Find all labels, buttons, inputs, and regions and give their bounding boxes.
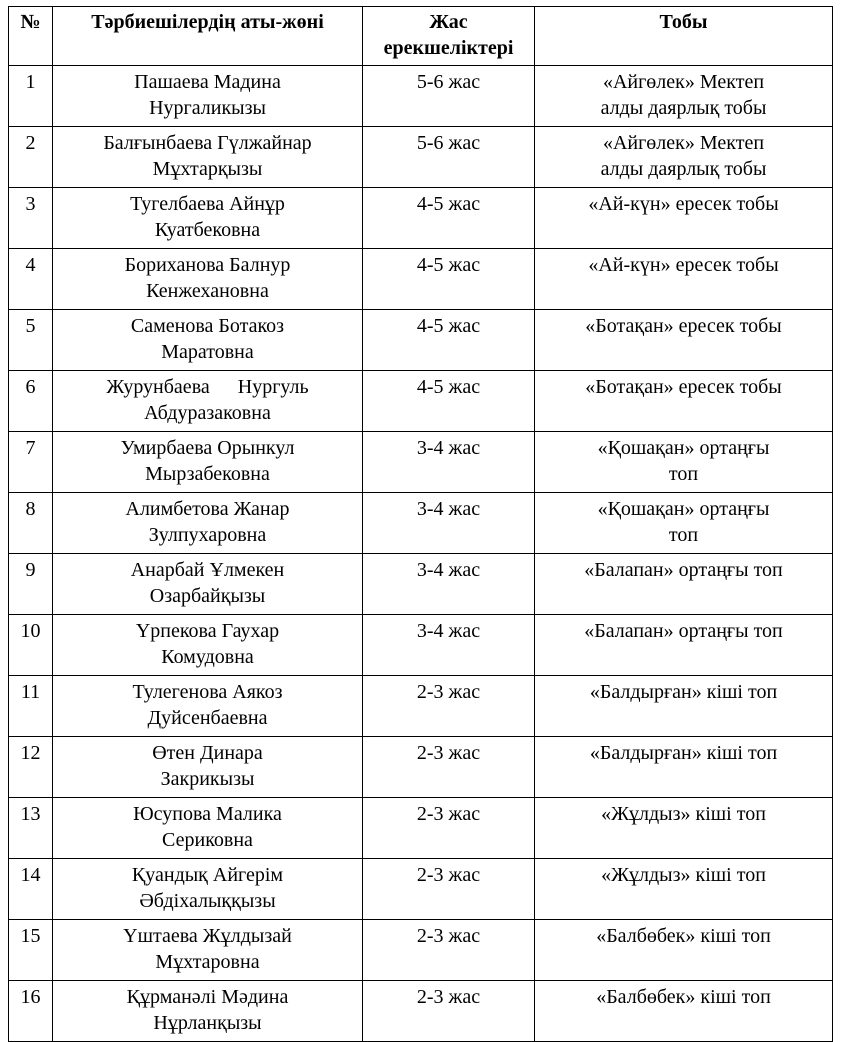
teacher-name — [53, 737, 363, 798]
teacher-name — [53, 859, 363, 920]
age-range: 2-3 жас — [363, 920, 535, 981]
teacher-name-line1: Құрманәлі Мәдина — [126, 986, 289, 1008]
teacher-name-line1: Қуандық Айгерім — [131, 864, 284, 886]
teacher-name-line1: Тугелбаева Айнұр — [130, 193, 285, 215]
table-header — [9, 7, 833, 66]
teacher-name — [53, 493, 363, 554]
age-range: 3-4 жас — [363, 615, 535, 676]
teacher-name-line2: Нургаликызы — [149, 97, 266, 119]
group-name-line1: «Ай-күн» ересек тобы — [588, 254, 779, 276]
teacher-name — [53, 249, 363, 310]
group-name-line2: топ — [668, 524, 699, 546]
teacher-name — [53, 432, 363, 493]
age-range: 2-3 жас — [363, 798, 535, 859]
group-name-line1: «Балбөбек» кіші топ — [596, 925, 771, 947]
teacher-name — [53, 920, 363, 981]
age-range: 4-5 жас — [363, 310, 535, 371]
header-age-line1: Жас — [429, 11, 468, 33]
row-number: 16 — [9, 981, 53, 1042]
age-range: 3-4 жас — [363, 493, 535, 554]
teacher-name — [53, 310, 363, 371]
table-row — [9, 188, 833, 249]
group-name — [535, 127, 833, 188]
group-name-line1: «Қошақан» ортаңғы — [597, 498, 770, 520]
teacher-name-line1: Балғынбаева Гүлжайнар — [103, 132, 312, 154]
group-name — [535, 249, 833, 310]
teacher-name — [53, 798, 363, 859]
table-row — [9, 798, 833, 859]
teacher-name-line1: Умирбаева Орынкул — [120, 437, 295, 459]
table-row — [9, 859, 833, 920]
group-name — [535, 66, 833, 127]
group-name-line1: «Айгөлек» Мектеп — [602, 71, 765, 93]
group-name — [535, 554, 833, 615]
age-range: 2-3 жас — [363, 859, 535, 920]
teachers-table — [8, 6, 833, 1042]
teacher-name-line2: Сериковна — [162, 829, 253, 851]
teacher-name — [53, 554, 363, 615]
teacher-name — [53, 188, 363, 249]
table-row — [9, 310, 833, 371]
teacher-name-line2: Маратовна — [161, 341, 254, 363]
table-row — [9, 493, 833, 554]
group-name — [535, 981, 833, 1042]
group-name-line2: алды даярлық тобы — [600, 158, 767, 180]
group-name-line1: «Жұлдыз» кіші топ — [601, 864, 766, 886]
group-name-line1: «Балапан» ортаңғы топ — [584, 559, 783, 581]
group-name-line1: «Жұлдыз» кіші топ — [601, 803, 766, 825]
table-row — [9, 737, 833, 798]
row-number: 13 — [9, 798, 53, 859]
row-number: 11 — [9, 676, 53, 737]
teacher-name-line2: Мырзабековна — [145, 463, 270, 485]
group-name-line1: «Балдырған» кіші топ — [589, 681, 778, 703]
teacher-name-line1: Саменова Ботакоз — [130, 315, 285, 337]
row-number: 14 — [9, 859, 53, 920]
age-range: 2-3 жас — [363, 981, 535, 1042]
header-name: Тәрбиешілердің аты-жөні — [53, 7, 363, 66]
table-body — [9, 66, 833, 1042]
teacher-name — [53, 981, 363, 1042]
group-name-line1: «Айгөлек» Мектеп — [602, 132, 765, 154]
age-range: 3-4 жас — [363, 432, 535, 493]
table-row — [9, 127, 833, 188]
header-row — [9, 7, 833, 66]
row-number: 2 — [9, 127, 53, 188]
table-row — [9, 249, 833, 310]
header-age — [363, 7, 535, 66]
group-name-line2: алды даярлық тобы — [600, 97, 767, 119]
teacher-name — [53, 371, 363, 432]
group-name-line1: «Ботақан» ересек тобы — [585, 315, 782, 337]
group-name — [535, 493, 833, 554]
group-name-line1: «Балбөбек» кіші топ — [596, 986, 771, 1008]
group-name — [535, 798, 833, 859]
row-number: 15 — [9, 920, 53, 981]
group-name-line1: «Ай-күн» ересек тобы — [588, 193, 779, 215]
row-number: 10 — [9, 615, 53, 676]
teacher-name — [53, 676, 363, 737]
header-group: Тобы — [535, 7, 833, 66]
teacher-name-line1: Тулегенова Аякоз — [132, 681, 283, 703]
group-name — [535, 310, 833, 371]
row-number: 9 — [9, 554, 53, 615]
header-age-line2: ерекшеліктері — [383, 37, 514, 59]
age-range: 2-3 жас — [363, 676, 535, 737]
row-number: 3 — [9, 188, 53, 249]
group-name — [535, 188, 833, 249]
age-range: 5-6 жас — [363, 66, 535, 127]
teacher-surname: Журунбаева — [106, 376, 210, 398]
table-row — [9, 371, 833, 432]
age-range: 2-3 жас — [363, 737, 535, 798]
row-number: 6 — [9, 371, 53, 432]
row-number: 5 — [9, 310, 53, 371]
teacher-name-line2: Озарбайқызы — [149, 585, 266, 607]
teacher-name-line2: Нұрланқызы — [153, 1012, 262, 1034]
group-name — [535, 859, 833, 920]
group-name — [535, 432, 833, 493]
group-name — [535, 615, 833, 676]
group-name-line1: «Қошақан» ортаңғы — [597, 437, 770, 459]
teacher-name-line1: Алимбетова Жанар — [125, 498, 290, 520]
table-row — [9, 554, 833, 615]
row-number: 12 — [9, 737, 53, 798]
teacher-name-line2: Мұхтарқызы — [152, 158, 263, 180]
teacher-name-line1: Анарбай Ұлмекен — [130, 559, 285, 581]
teacher-name-line2: Комудовна — [161, 646, 254, 668]
row-number: 8 — [9, 493, 53, 554]
teacher-name-line1: Үштаева Жұлдызай — [123, 925, 292, 947]
table-row — [9, 66, 833, 127]
table-row — [9, 615, 833, 676]
teacher-name — [53, 615, 363, 676]
table-row — [9, 981, 833, 1042]
row-number: 4 — [9, 249, 53, 310]
teacher-name-line1: Үрпекова Гаухар — [135, 620, 280, 642]
group-name — [535, 920, 833, 981]
teacher-name-line2: Мұхтаровна — [155, 951, 260, 973]
teacher-name-line2: Кенжехановна — [146, 280, 269, 302]
age-range: 4-5 жас — [363, 371, 535, 432]
row-number: 1 — [9, 66, 53, 127]
header-no: № — [9, 7, 53, 66]
teacher-name-line2: Закрикызы — [160, 768, 255, 790]
group-name-line1: «Балдырған» кіші топ — [589, 742, 778, 764]
group-name — [535, 676, 833, 737]
group-name-line1: «Ботақан» ересек тобы — [585, 376, 782, 398]
teacher-name — [53, 66, 363, 127]
teacher-name-line2: Абдуразаковна — [144, 402, 271, 424]
table-row — [9, 676, 833, 737]
group-name-line1: «Балапан» ортаңғы топ — [584, 620, 783, 642]
table-row — [9, 432, 833, 493]
teacher-name-line1: Юсупова Малика — [133, 803, 282, 825]
table-row — [9, 920, 833, 981]
group-name — [535, 371, 833, 432]
teacher-name-line1: Өтен Динара — [152, 742, 263, 764]
group-name — [535, 737, 833, 798]
group-name-line2: топ — [668, 463, 699, 485]
teacher-firstname: Нургуль — [237, 376, 309, 398]
teacher-name-line2: Зулпухаровна — [148, 524, 267, 546]
teacher-name-line1 — [57, 374, 358, 400]
teacher-name-line2: Әбдіхалыққызы — [139, 890, 276, 912]
teacher-name — [53, 127, 363, 188]
age-range: 5-6 жас — [363, 127, 535, 188]
teacher-name-line1: Пашаева Мадина — [134, 71, 281, 93]
age-range: 3-4 жас — [363, 554, 535, 615]
teacher-name-line2: Куатбековна — [154, 219, 261, 241]
teacher-name-line2: Дуйсенбаевна — [147, 707, 268, 729]
row-number: 7 — [9, 432, 53, 493]
age-range: 4-5 жас — [363, 249, 535, 310]
teacher-name-line1: Бориханова Балнур — [124, 254, 291, 276]
age-range: 4-5 жас — [363, 188, 535, 249]
